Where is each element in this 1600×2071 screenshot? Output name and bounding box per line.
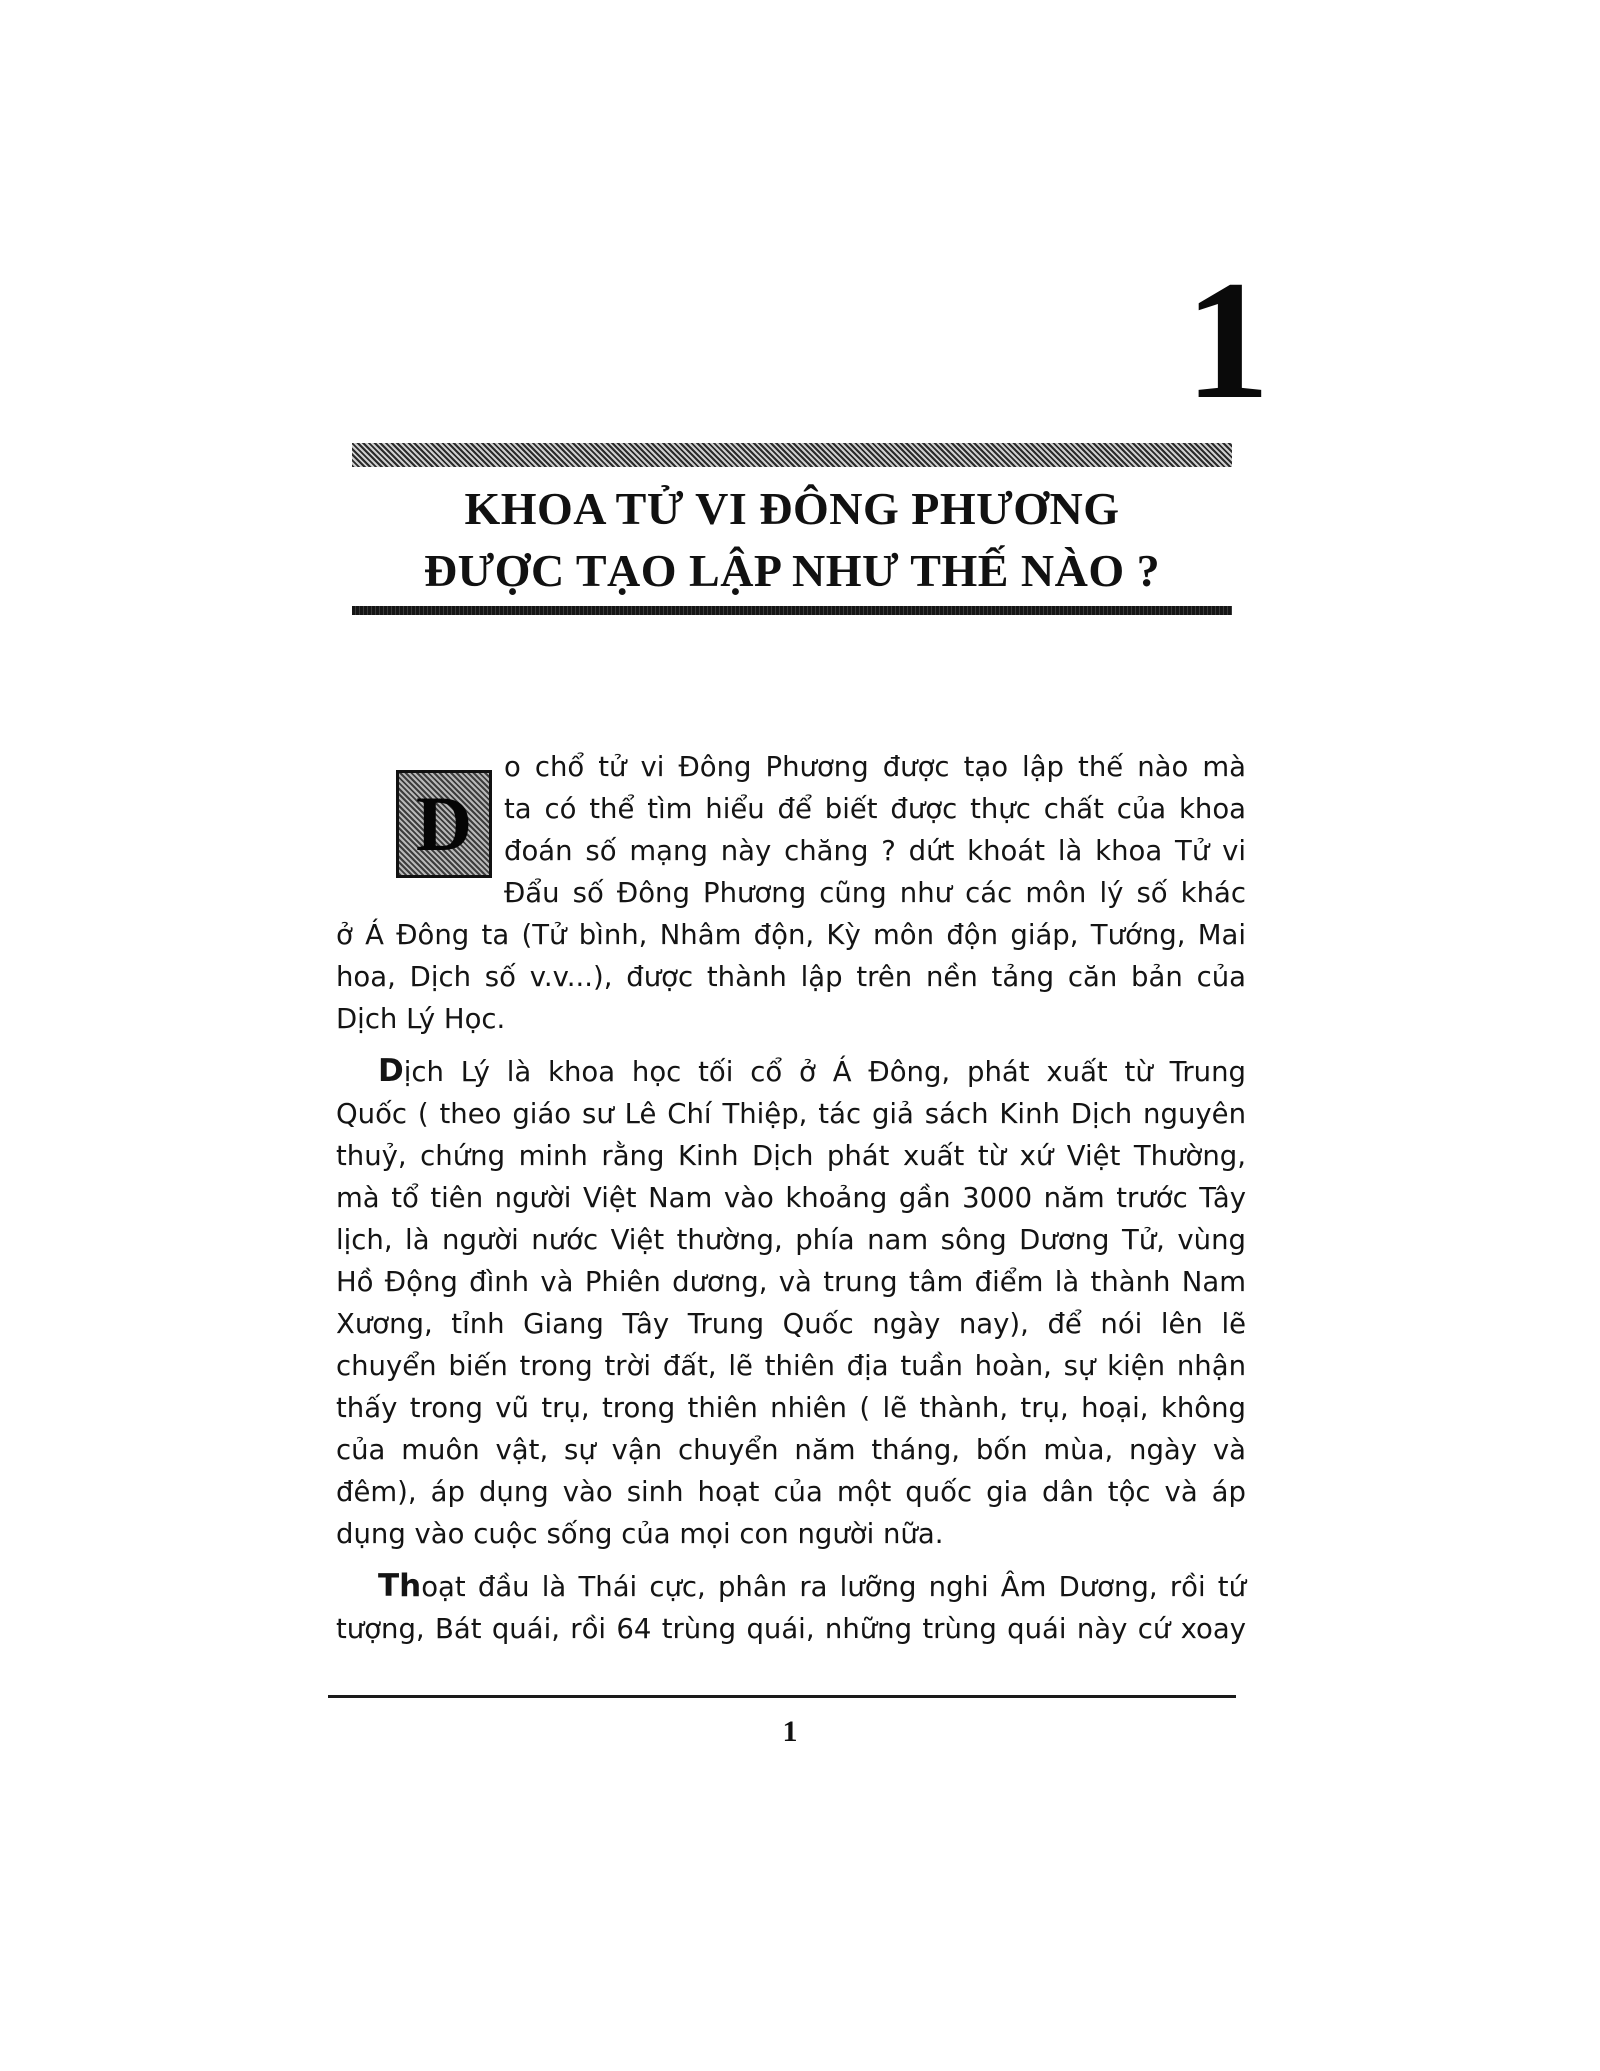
chapter-title-line: ĐƯỢC TẠO LẬP NHƯ THẾ NÀO ?: [423, 545, 1161, 596]
paragraph-line: ta có thể tìm hiểu để biết được thực chất của khoa: [504, 793, 1246, 825]
chapter-number: 1: [1185, 246, 1270, 434]
paragraph-first-line: [336, 1565, 1246, 1608]
paragraph-lead-letter: D: [378, 1053, 404, 1089]
paragraph-line: ở Á Đông ta (Tử bình, Nhâm độn, Kỳ môn độn giáp, Tướng, Mai: [336, 919, 1246, 951]
chapter-title-line: KHOA TỬ VI ĐÔNG PHƯƠNG: [464, 483, 1120, 534]
paragraph-line: đêm), áp dụng vào sinh hoạt của một quốc gia dân tộc và áp: [336, 1476, 1246, 1508]
page-number: 1: [782, 1715, 798, 1748]
paragraph-line: tượng, Bát quái, rồi 64 trùng quái, những trùng quái này cứ xoay: [336, 1613, 1246, 1645]
drop-cap-letter: D: [396, 770, 492, 878]
paragraph-line: Hồ Động đình và Phiên dương, và trung tâm điểm là thành Nam: [336, 1266, 1246, 1298]
chapter-title: [352, 478, 1232, 602]
paragraph-line: Đẩu số Đông Phương cũng như các môn lý số khác: [504, 877, 1246, 909]
paragraph-line: Quốc ( theo giáo sư Lê Chí Thiệp, tác giả sách Kinh Dịch nguyên: [336, 1098, 1246, 1130]
paragraph-line: chuyển biến trong trời đất, lẽ thiên địa tuần hoàn, sự kiện nhận: [336, 1350, 1246, 1382]
paragraph-line: lịch, là người nước Việt thường, phía nam sông Dương Tử, vùng: [336, 1224, 1246, 1256]
paragraph-line: của muôn vật, sự vận chuyển năm tháng, bốn mùa, ngày và: [336, 1434, 1246, 1466]
paragraph-lead-letter: Th: [378, 1568, 422, 1604]
paragraph-line: thuỷ, chứng minh rằng Kinh Dịch phát xuất từ xứ Việt Thường,: [336, 1140, 1246, 1172]
paragraph-first-line-text: ịch Lý là khoa học tối cổ ở Á Đông, phát xuất từ Trung: [403, 1056, 1246, 1088]
footer-rule: [328, 1695, 1236, 1698]
body-text: [336, 746, 1246, 1650]
decorative-hatched-bar: [352, 443, 1232, 467]
paragraph-line: Xương, tỉnh Giang Tây Trung Quốc ngày nay), để nói lên lẽ: [336, 1308, 1246, 1340]
title-underline-rule: [352, 606, 1232, 615]
paragraph-first-line-text: oạt đầu là Thái cực, phân ra lưỡng nghi Âm Dương, rồi tứ: [421, 1571, 1246, 1603]
paragraph-line: hoa, Dịch số v.v...), được thành lập trên nền tảng căn bản của: [336, 961, 1246, 993]
paragraph-line: thấy trong vũ trụ, trong thiên nhiên ( lẽ thành, trụ, hoại, không: [336, 1392, 1246, 1424]
paragraph-line: Dịch Lý Học.: [336, 1003, 506, 1035]
paragraph-line: mà tổ tiên người Việt Nam vào khoảng gần 3000 năm trước Tây: [336, 1182, 1246, 1214]
paragraph-line: dụng vào cuộc sống của mọi con người nữa.: [336, 1518, 944, 1550]
paragraph-line: o chổ tử vi Đông Phương được tạo lập thế nào mà: [504, 751, 1246, 783]
paragraph-first-line: [336, 1050, 1246, 1093]
paragraph-line: đoán số mạng này chăng ? dứt khoát là khoa Tử vi: [504, 835, 1246, 867]
